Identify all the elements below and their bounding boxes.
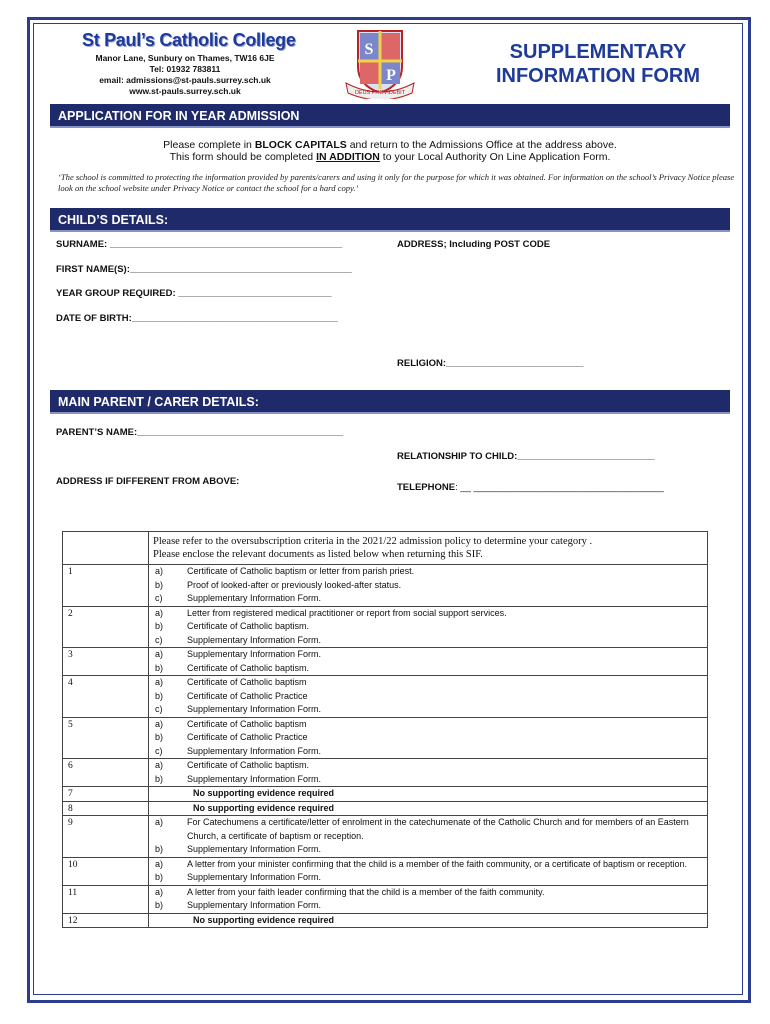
criteria-number: 5	[63, 717, 149, 759]
table-row	[63, 801, 708, 816]
religion-field[interactable]: RELIGION:__________________________	[397, 358, 584, 369]
list-item	[149, 871, 707, 885]
table-row	[63, 565, 708, 607]
item-text: Supplementary Information Form.	[187, 593, 322, 603]
crest-letter-p: P	[386, 67, 396, 84]
item-letter: b)	[155, 662, 164, 673]
criteria-evidence-cell	[149, 648, 708, 676]
item-text: Certificate of Catholic baptism	[187, 677, 307, 687]
item-letter: b)	[155, 690, 164, 701]
address-if-different-field[interactable]: ADDRESS IF DIFFERENT FROM ABOVE:	[56, 476, 240, 487]
table-row	[63, 885, 708, 913]
item-letter: c)	[155, 745, 163, 756]
list-item	[149, 858, 707, 872]
list-item	[149, 731, 707, 745]
item-letter: c)	[155, 634, 163, 645]
criteria-evidence-cell	[149, 913, 708, 928]
list-item	[149, 592, 707, 606]
table-row	[63, 648, 708, 676]
instruction-line-1-post: and return to the Admissions Office at the address above.	[346, 139, 617, 151]
list-item	[149, 620, 707, 634]
list-item	[149, 899, 707, 913]
no-evidence-text: No supporting evidence required	[193, 788, 335, 798]
item-text: Supplementary Information Form.	[187, 649, 322, 659]
school-website: www.st-pauls.surrey.sch.uk	[129, 86, 241, 96]
table-row	[63, 717, 708, 759]
criteria-evidence-cell	[149, 676, 708, 718]
parent-name-field[interactable]: PARENT’S NAME:_______________________________________	[56, 427, 344, 438]
criteria-heading-line2: Please enclose the relevant documents as listed below when returning this SIF.	[153, 549, 483, 560]
criteria-header-cell	[149, 532, 708, 565]
item-letter: b)	[155, 621, 164, 631]
child-address-field[interactable]: ADDRESS; Including POST CODE	[397, 239, 551, 250]
item-text: Certificate of Catholic baptism.	[187, 760, 310, 770]
criteria-header-row	[63, 532, 708, 565]
criteria-number: 9	[63, 816, 149, 858]
criteria-evidence-cell	[149, 787, 708, 802]
item-letter: a)	[155, 607, 164, 618]
table-row	[63, 816, 708, 858]
crest-letter-s: S	[364, 41, 374, 58]
list-item	[149, 607, 707, 621]
criteria-number: 8	[63, 801, 149, 816]
list-item	[149, 703, 707, 717]
criteria-number: 3	[63, 648, 149, 676]
list-item	[149, 676, 707, 690]
item-text: Proof of looked-after or previously looked-after status.	[187, 579, 402, 590]
child-first-names-field[interactable]: FIRST NAME(S):__________________________________________	[56, 264, 352, 275]
table-row	[63, 676, 708, 718]
form-title	[478, 40, 718, 88]
date-of-birth-field[interactable]: DATE OF BIRTH:_______________________________________	[56, 313, 338, 324]
criteria-evidence-cell	[149, 857, 708, 885]
list-item	[149, 634, 707, 648]
item-letter: b)	[155, 773, 164, 784]
criteria-heading-line1: Please refer to the oversubscription criteria in the 2021/22 admission policy to determine your category .	[153, 536, 593, 547]
item-letter: c)	[155, 593, 163, 603]
table-row	[63, 606, 708, 648]
criteria-evidence-cell	[149, 759, 708, 787]
child-surname-field[interactable]: SURNAME: ____________________________________________	[56, 239, 343, 250]
instruction-line-1	[50, 139, 730, 151]
form-title-line2: INFORMATION FORM	[495, 65, 701, 87]
criteria-number: 4	[63, 676, 149, 718]
item-text: Supplementary Information Form.	[187, 634, 322, 645]
item-text: Supplementary Information Form.	[187, 773, 322, 784]
item-letter: a)	[155, 886, 164, 897]
list-item	[149, 886, 707, 900]
item-text: Certificate of Catholic baptism.	[187, 621, 310, 631]
item-letter: a)	[155, 817, 164, 827]
item-letter: b)	[155, 732, 164, 742]
list-item	[149, 662, 707, 676]
relationship-field[interactable]: RELATIONSHIP TO CHILD:__________________________	[397, 451, 655, 462]
section-bar-child: CHILD’S DETAILS:	[50, 208, 730, 232]
criteria-table	[62, 531, 708, 928]
table-row	[63, 787, 708, 802]
criteria-number: 2	[63, 606, 149, 648]
crest-motto: DEUS PROVIDEBIT	[354, 90, 406, 96]
telephone-field[interactable]	[397, 482, 664, 493]
list-item	[149, 816, 707, 843]
item-text: Supplementary Information Form.	[187, 900, 322, 910]
criteria-evidence-cell	[149, 717, 708, 759]
section-bar-parent: MAIN PARENT / CARER DETAILS:	[50, 390, 730, 414]
school-name: St Paul’s Catholic College	[82, 30, 296, 50]
instruction-line-2-post: to your Local Authority On Line Application Form.	[379, 151, 611, 163]
school-crest-icon	[340, 27, 420, 99]
criteria-number: 12	[63, 913, 149, 928]
instruction-line-1-pre: Please complete in	[163, 139, 255, 151]
item-text: Certificate of Catholic baptism.	[187, 662, 310, 673]
criteria-header-num-cell	[63, 532, 149, 565]
no-evidence-text: No supporting evidence required	[193, 914, 335, 925]
criteria-evidence-cell	[149, 565, 708, 607]
list-item	[149, 843, 707, 857]
section-bar-admission: APPLICATION FOR IN YEAR ADMISSION	[50, 104, 730, 128]
list-item	[149, 745, 707, 759]
school-telephone: Tel: 01932 783811	[149, 64, 221, 74]
form-title-line1: SUPPLEMENTARY	[509, 41, 687, 63]
item-text: Supplementary Information Form.	[187, 704, 322, 714]
item-letter: a)	[155, 649, 164, 659]
table-row	[63, 913, 708, 928]
item-text: Supplementary Information Form.	[187, 844, 322, 854]
item-text: Supplementary Information Form.	[187, 872, 322, 882]
criteria-evidence-cell	[149, 885, 708, 913]
school-email: email: admissions@st-pauls.surrey.sch.uk	[99, 75, 271, 85]
item-letter: a)	[155, 760, 164, 770]
table-row	[63, 857, 708, 885]
instruction-line-2	[50, 151, 730, 163]
item-text: Letter from registered medical practitioner or report from social support services.	[187, 607, 507, 618]
no-evidence-text: No supporting evidence required	[193, 802, 335, 813]
item-text: Certificate of Catholic Practice	[187, 732, 308, 742]
criteria-number: 11	[63, 885, 149, 913]
item-text: Certificate of Catholic Practice	[187, 690, 308, 701]
item-text: Certificate of Catholic baptism	[187, 718, 307, 729]
list-item	[149, 565, 707, 579]
item-text: For Catechumens a certificate/letter of enrolment in the catechumenate of the Catholic Church and for members of an Eastern Church, a certificate of baptism or reception.	[187, 817, 689, 841]
privacy-notice: ‘The school is committed to protecting the information provided by parents/carers and using it only for the purpose for which it was obtained. For information on the school’s Privacy Notice please look on the school website under Privacy Notice or contact the school for a hard copy.’	[58, 172, 735, 193]
criteria-evidence-cell	[149, 816, 708, 858]
year-group-field[interactable]: YEAR GROUP REQUIRED: _____________________________	[56, 288, 332, 299]
instruction-line-2-pre: This form should be completed	[169, 151, 317, 163]
item-letter: b)	[155, 579, 164, 590]
criteria-evidence-cell	[149, 801, 708, 816]
criteria-number: 7	[63, 787, 149, 802]
list-item	[149, 648, 707, 662]
list-item	[149, 718, 707, 732]
criteria-number: 6	[63, 759, 149, 787]
item-text: Certificate of Catholic baptism or letter from parish priest.	[187, 566, 415, 576]
list-item	[149, 579, 707, 593]
list-item	[149, 773, 707, 787]
item-letter: b)	[155, 872, 164, 882]
criteria-evidence-cell	[149, 606, 708, 648]
item-letter: a)	[155, 718, 164, 729]
table-row	[63, 759, 708, 787]
school-address: Manor Lane, Sunbury on Thames, TW16 6JE	[95, 53, 275, 63]
item-text: A letter from your minister confirming that the child is a member of the faith community, or a certificate of baptism or reception.	[187, 858, 688, 869]
list-item	[149, 690, 707, 704]
item-letter: b)	[155, 844, 164, 854]
instruction-block-capitals: BLOCK CAPITALS	[254, 139, 347, 151]
item-letter: c)	[155, 704, 163, 714]
telephone-label: TELEPHONE	[397, 482, 456, 493]
list-item	[149, 759, 707, 773]
item-text: A letter from your faith leader confirming that the child is a member of the faith community.	[187, 886, 545, 897]
item-text: Supplementary Information Form.	[187, 745, 322, 756]
criteria-number: 10	[63, 857, 149, 885]
instruction-in-addition: IN ADDITION	[316, 151, 380, 163]
item-letter: a)	[155, 566, 164, 576]
criteria-number: 1	[63, 565, 149, 607]
item-letter: a)	[155, 858, 164, 869]
item-letter: b)	[155, 900, 164, 910]
telephone-line: : __ ____________________________________	[455, 482, 664, 493]
item-letter: a)	[155, 677, 164, 687]
